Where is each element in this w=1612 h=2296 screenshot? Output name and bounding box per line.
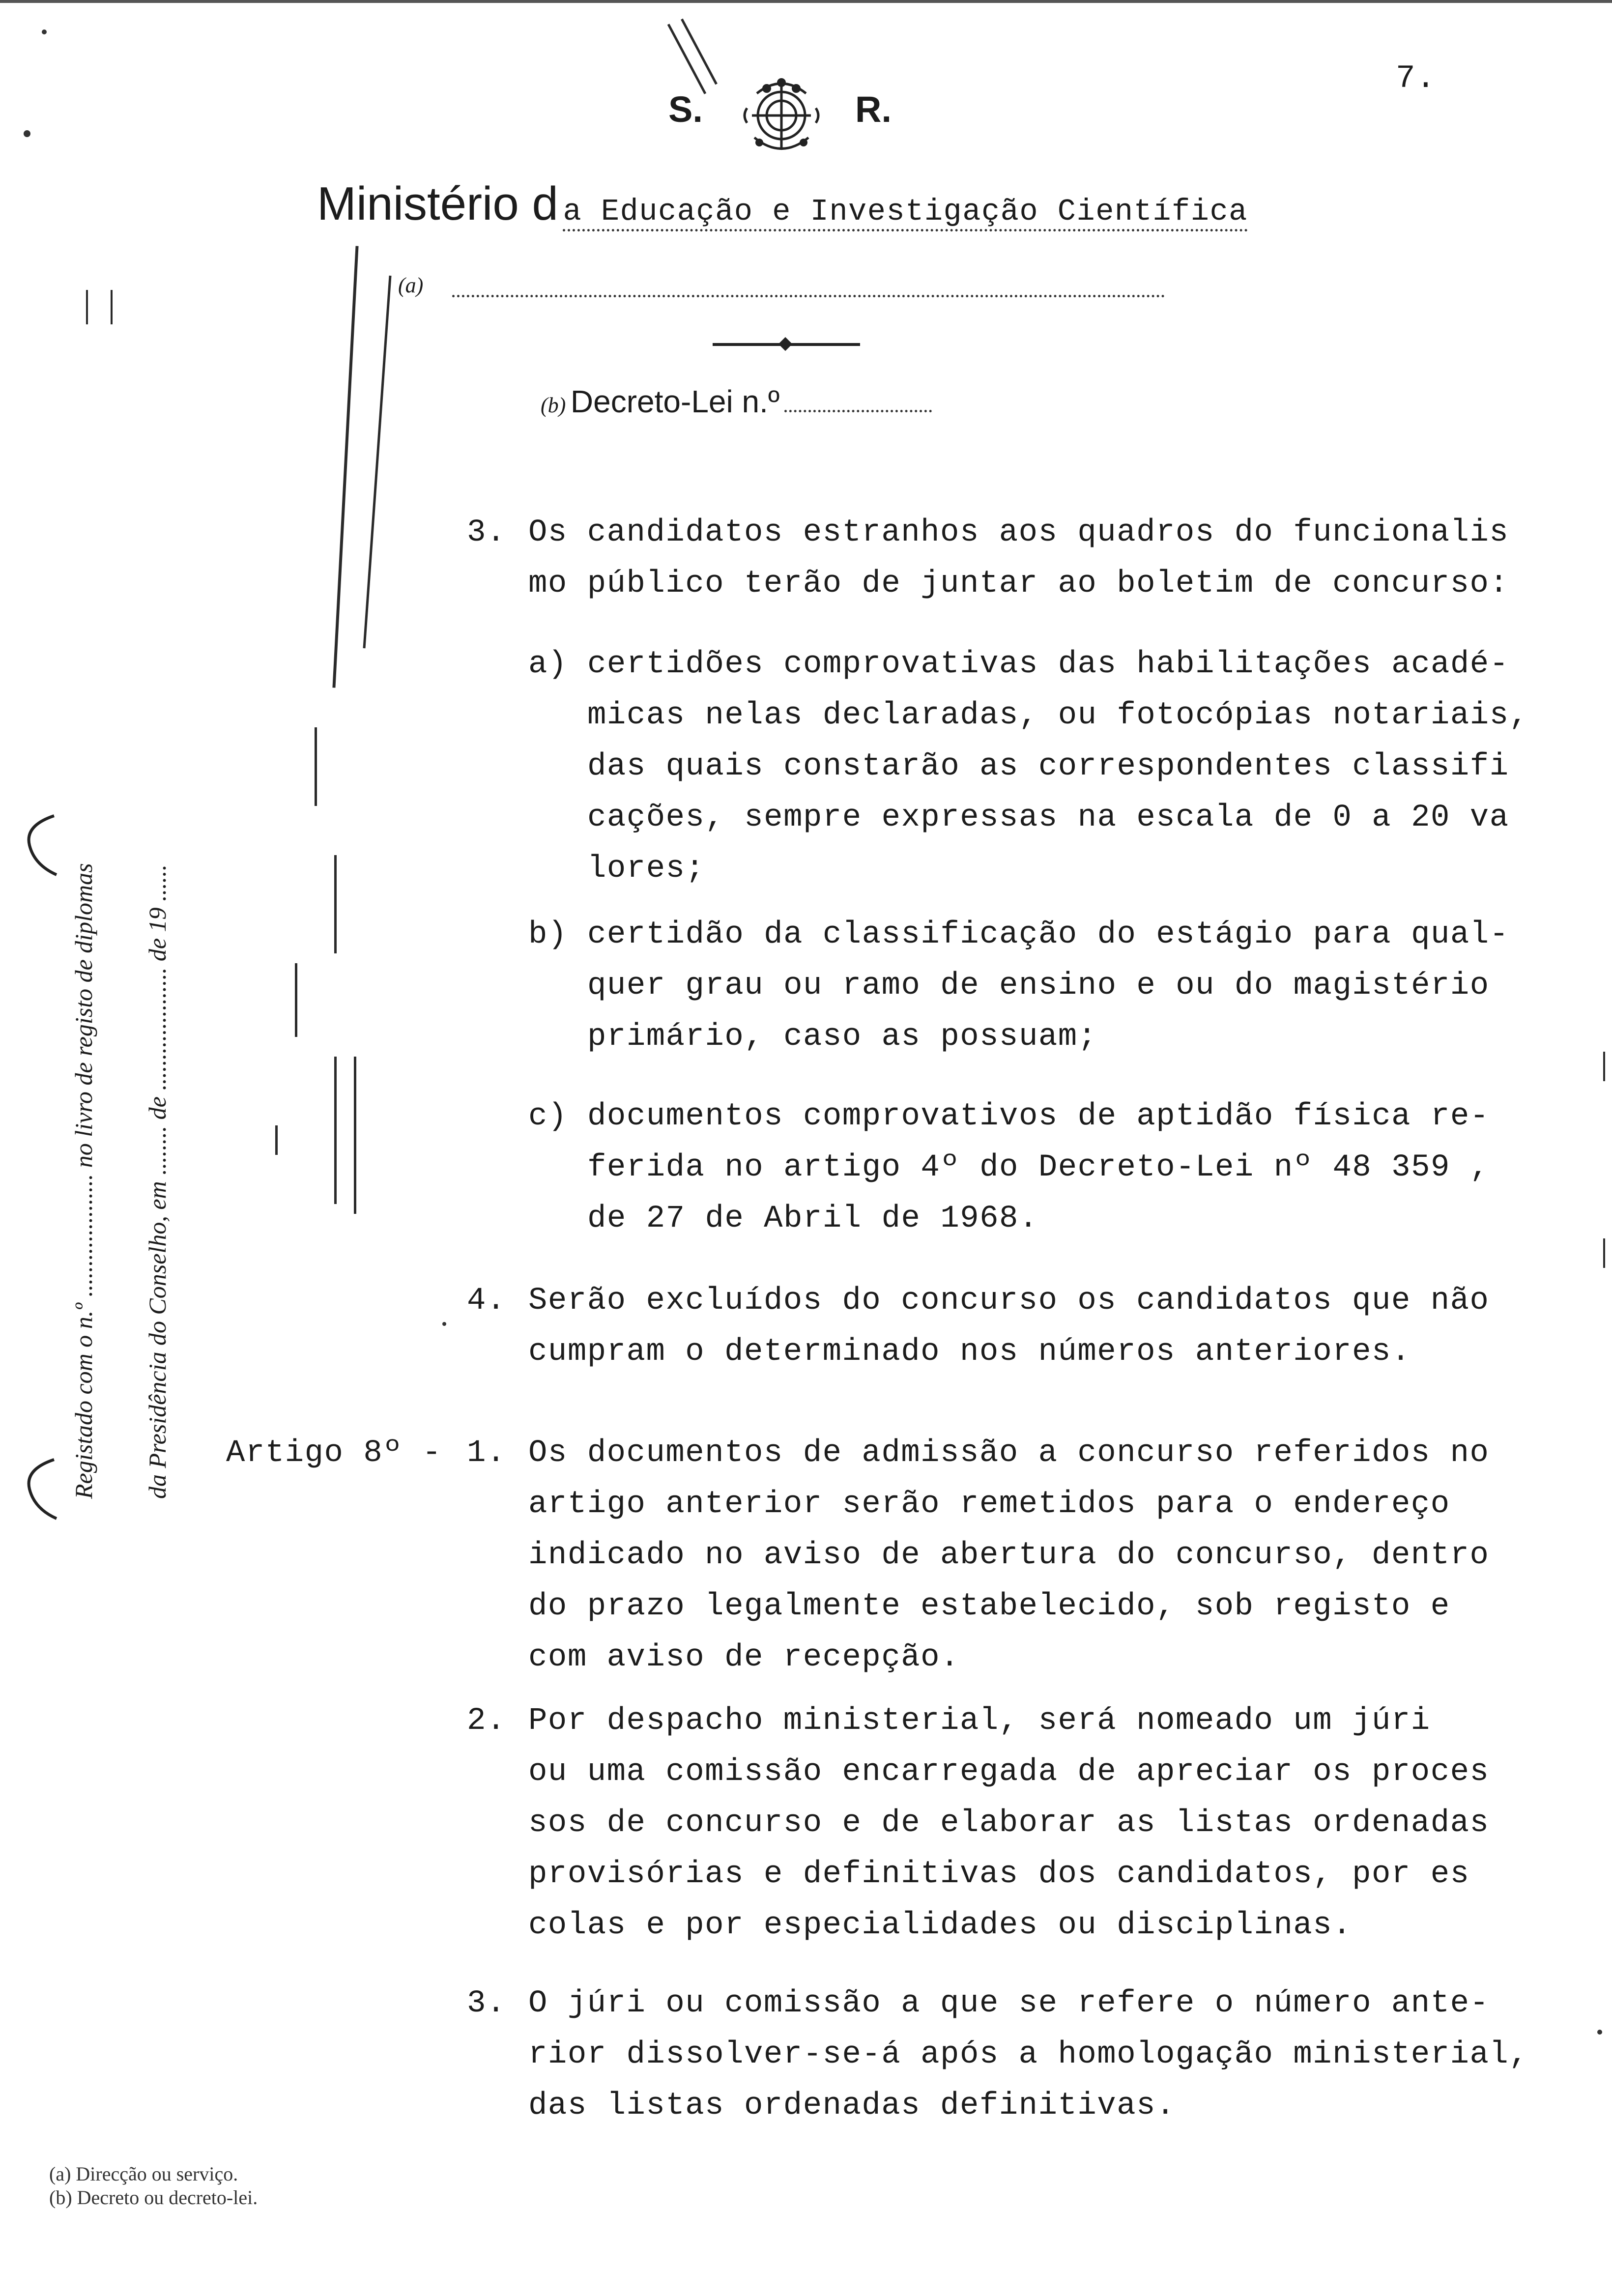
item-c-text bbox=[587, 1091, 1490, 1244]
fold-line bbox=[354, 1057, 356, 1214]
text-line: sos de concurso e de elaborar as listas ordenadas bbox=[528, 1806, 1490, 1841]
ministry-prefix: Ministério d bbox=[317, 177, 558, 230]
fold-line bbox=[86, 290, 88, 324]
item-c-label: c) bbox=[528, 1099, 568, 1134]
item-3-label: 3. bbox=[467, 515, 506, 550]
text-line: provisórias e definitivas dos candidatos, por es bbox=[528, 1857, 1470, 1892]
margin-bracket-icon bbox=[20, 1450, 59, 1531]
item-4-label: 4. bbox=[467, 1283, 506, 1319]
text-line: O júri ou comissão a que se refere o número ante- bbox=[528, 1986, 1490, 2021]
fold-line bbox=[334, 855, 337, 953]
text-line: de 27 de Abril de 1968. bbox=[587, 1201, 1038, 1236]
text-line: primário, caso as possuam; bbox=[587, 1019, 1097, 1055]
fold-line bbox=[315, 727, 317, 806]
seal-header bbox=[659, 59, 924, 157]
direction-marker: (a) bbox=[398, 273, 424, 297]
text-line: mo público terão de juntar ao boletim de concurso: bbox=[528, 566, 1509, 602]
text-line: lores; bbox=[587, 851, 705, 887]
item-4-text bbox=[528, 1275, 1489, 1378]
margin-note-line-2: da Presidência do Conselho, em ........ de .................... de 19 ...... bbox=[144, 864, 171, 1499]
text-line: indicado no aviso de abertura do concurso, dentro bbox=[528, 1538, 1490, 1573]
margin-note bbox=[47, 565, 194, 1499]
text-line: Serão excluídos do concurso os candidatos que não bbox=[528, 1283, 1490, 1319]
article-8-heading: Artigo 8º - bbox=[226, 1435, 442, 1471]
text-line: ferida no artigo 4º do Decreto-Lei nº 48 359 , bbox=[587, 1150, 1490, 1185]
text-line: colas e por especialidades ou disciplinas. bbox=[528, 1908, 1353, 1943]
text-line: ou uma comissão encarregada de apreciar os proces bbox=[528, 1754, 1490, 1790]
text-line: artigo anterior serão remetidos para o endereço bbox=[528, 1487, 1450, 1522]
fold-line bbox=[332, 246, 358, 688]
text-line: rior dissolver-se-á após a homologação ministerial, bbox=[528, 2037, 1529, 2072]
article-8-item-1-text bbox=[528, 1428, 1489, 1683]
decree-marker: (b) bbox=[541, 393, 566, 417]
text-line: Os documentos de admissão a concurso referidos no bbox=[528, 1435, 1490, 1471]
fold-line bbox=[363, 276, 391, 648]
seal-right-letter: R. bbox=[855, 89, 892, 130]
divider-diamond-icon bbox=[778, 337, 792, 351]
speck bbox=[442, 1322, 446, 1326]
text-line: certidão da classificação do estágio para qual- bbox=[587, 917, 1509, 952]
item-b-text bbox=[587, 909, 1509, 1062]
seal-left-letter: S. bbox=[668, 89, 703, 130]
fold-line bbox=[1603, 1052, 1605, 1081]
item-a-label: a) bbox=[528, 647, 568, 682]
item-b-label: b) bbox=[528, 917, 568, 952]
ministry-line bbox=[317, 177, 1248, 237]
text-line: micas nelas declaradas, ou fotocópias notariais, bbox=[587, 698, 1529, 733]
margin-bracket-icon bbox=[20, 806, 59, 887]
text-line: com aviso de recepção. bbox=[528, 1640, 960, 1675]
article-8-item-2-text bbox=[528, 1695, 1489, 1951]
item-a-text bbox=[587, 639, 1529, 894]
fold-line bbox=[275, 1125, 278, 1155]
text-line: das quais constarão as correspondentes classifi bbox=[587, 749, 1509, 784]
text-line: cumpram o determinado nos números anteriores. bbox=[528, 1334, 1411, 1370]
speck bbox=[24, 130, 30, 137]
text-line: do prazo legalmente estabelecido, sob registo e bbox=[528, 1589, 1450, 1624]
fold-line bbox=[111, 290, 113, 324]
item-3-text bbox=[528, 507, 1509, 609]
text-line: documentos comprovativos de aptidão física re- bbox=[587, 1099, 1490, 1134]
text-line: Por despacho ministerial, será nomeado um júri bbox=[528, 1703, 1431, 1739]
fold-line bbox=[295, 963, 297, 1037]
article-8-item-3-text bbox=[528, 1978, 1528, 2131]
top-edge-line bbox=[0, 0, 1612, 3]
fold-line bbox=[1603, 1238, 1605, 1268]
text-line: Os candidatos estranhos aos quadros do funcionalis bbox=[528, 515, 1509, 550]
article-8-item-1-label: 1. bbox=[467, 1435, 506, 1471]
fold-line bbox=[334, 1057, 337, 1204]
ministry-name: a Educação e Investigação Científica bbox=[563, 194, 1247, 231]
text-line: quer grau ou ramo de ensino e ou do magistério bbox=[587, 968, 1490, 1004]
article-8-item-2-label: 2. bbox=[467, 1703, 506, 1739]
decree-blank bbox=[784, 410, 932, 412]
footnote-a: (a) Direcção ou serviço. bbox=[49, 2163, 238, 2185]
decree-label: Decreto-Lei n.º bbox=[570, 384, 780, 419]
article-8-item-3-label: 3. bbox=[467, 1986, 506, 2021]
text-line: certidões comprovativas das habilitações acadé- bbox=[587, 647, 1509, 682]
footnote-b: (b) Decreto ou decreto-lei. bbox=[49, 2186, 258, 2209]
coat-of-arms-icon bbox=[737, 74, 826, 157]
decree-line bbox=[541, 383, 932, 420]
page-number: 7. bbox=[1396, 60, 1437, 97]
margin-note-line-1: Registado com o n.º .................... no livro de registo de diplomas bbox=[70, 863, 97, 1499]
speck bbox=[1597, 2030, 1602, 2035]
speck bbox=[42, 29, 47, 34]
footnotes bbox=[49, 2162, 258, 2210]
direction-blank-line bbox=[452, 295, 1165, 297]
text-line: cações, sempre expressas na escala de 0 a 20 va bbox=[587, 800, 1509, 835]
text-line: das listas ordenadas definitivas. bbox=[528, 2088, 1176, 2124]
